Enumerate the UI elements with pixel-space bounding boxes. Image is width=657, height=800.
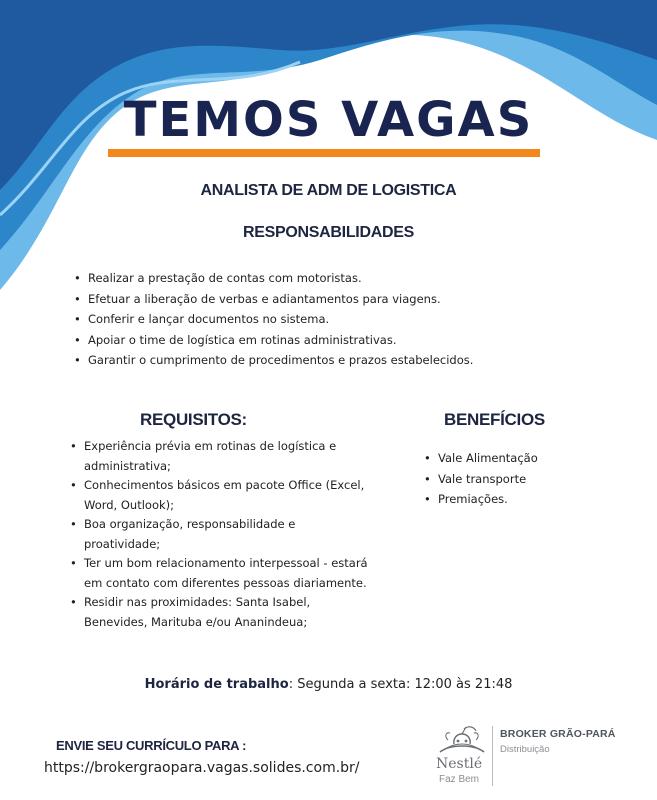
apply-label: ENVIE SEU CURRÍCULO PARA : <box>56 738 247 753</box>
benefits-list <box>424 448 624 510</box>
nestle-nest-icon <box>436 722 488 756</box>
headline: TEMOS VAGAS <box>123 92 534 148</box>
list-item: • Efetuar a liberação de verbas e adiantamentos para viagens. <box>74 289 554 310</box>
responsibilities-title: RESPONSABILIDADES <box>243 224 414 241</box>
logo-divider <box>492 726 493 786</box>
logo-block <box>430 722 650 792</box>
partner-subtitle: Distribuição <box>500 744 550 755</box>
list-item: • Experiência prévia em rotinas de logística e administrativa; <box>70 437 370 476</box>
list-item: • Vale Alimentação <box>424 448 624 469</box>
list-item: • Realizar a prestação de contas com motoristas. <box>74 268 554 289</box>
accent-bar <box>108 149 540 157</box>
list-item: • Garantir o cumprimento de procedimentos e prazos estabelecidos. <box>74 350 554 371</box>
requirements-title: REQUISITOS: <box>140 410 247 429</box>
list-item: • Conhecimentos básicos em pacote Office (Excel, Word, Outlook); <box>70 476 370 515</box>
list-item: • Conferir e lançar documentos no sistema. <box>74 309 554 330</box>
list-item: • Apoiar o time de logística em rotinas administrativas. <box>74 330 554 351</box>
list-item: • Ter um bom relacionamento interpessoal - estará em contato com diferentes pessoas diariamente. <box>70 554 370 593</box>
work-schedule-label: Horário de trabalho <box>144 677 289 692</box>
list-item: • Vale transporte <box>424 469 624 490</box>
list-item: • Residir nas proximidades: Santa Isabel, Benevides, Marituba e/ou Ananindeua; <box>70 593 370 632</box>
nestle-brand: Nestlé <box>436 756 483 772</box>
partner-name: BROKER GRÃO-PARÁ <box>500 728 616 740</box>
list-item: • Boa organização, responsabilidade e proatividade; <box>70 515 370 554</box>
job-title: ANALISTA DE ADM DE LOGISTICA <box>200 182 457 199</box>
work-schedule <box>0 677 657 692</box>
work-schedule-value: : Segunda a sexta: 12:00 às 21:48 <box>288 677 513 692</box>
responsibilities-list <box>74 268 554 371</box>
apply-link[interactable]: https://brokergraopara.vagas.solides.com.br/ <box>44 760 360 776</box>
nestle-tagline: Faz Bem <box>439 774 480 785</box>
benefits-title: BENEFÍCIOS <box>444 410 545 429</box>
requirements-list <box>70 437 370 632</box>
list-item: • Premiações. <box>424 489 624 510</box>
